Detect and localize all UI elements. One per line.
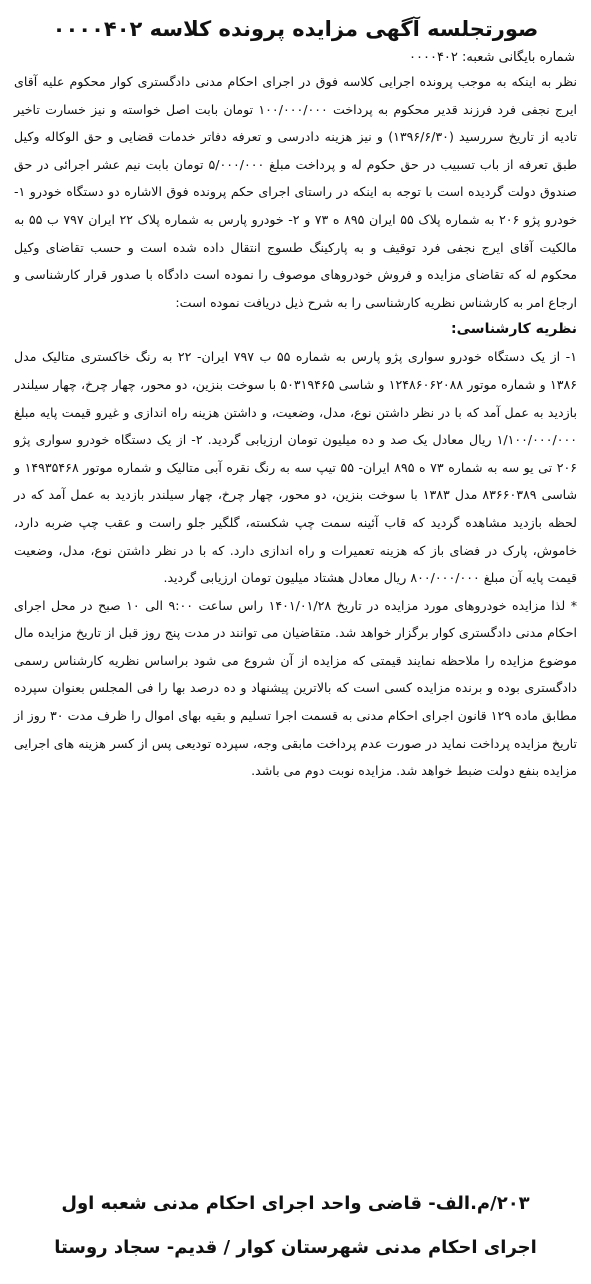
auction-terms-paragraph: * لذا مزایده خودروهای مورد مزایده در تاریخ ۱۴۰۱/۰۱/۲۸ راس ساعت ۹:۰۰ الی ۱۰ صبح در محل اجرای احکام مدنی دادگستری کوار برگزار خواهد شد. متقاضیان می توانند در مدت پنج روز قبل از تاریخ مزایده مال موضوع مزایده را ملاحظه نمایند قیمتی که مزایده از آن شروع می شود براساس نظریه کارشناس رسمی دادگستری بوده و برنده مزایده کسی است که بالاترین پیشنهاد و ده درصد بها را فی المجلس بعنوان سپرده مطابق ماده ۱۲۹ قانون اجرای احکام مدنی به قسمت اجرا تسلیم و بقیه بهای اموال را ظرف مدت ۳۰ روز از تاریخ مزایده پرداخت نماید در صورت عدم پرداخت مابقی وجه، سپرده تودیعی پس از کسر هزینه های اجرایی مزایده بنفع دولت ضبط خواهد شد. مزایده نوبت دوم می باشد. xyxy=(14,597,578,779)
expert-opinion-heading: نظریه کارشناسی: xyxy=(451,321,577,338)
signature-line-office: اجرای احکام مدنی شهرستان کوار / قدیم- سجاد روستا xyxy=(54,1237,537,1258)
signature-line-judge: ۲۰۳/م.الف- قاضی واحد اجرای احکام مدنی شعبه اول xyxy=(61,1193,530,1214)
signature-block xyxy=(12,1182,579,1270)
archive-number: شماره بایگانی شعبه: ۰۰۰۰۴۰۲ xyxy=(409,50,575,65)
expert-opinion-paragraph: ۱- از یک دستگاه خودرو سواری پژو پارس به شماره ۵۵ ب ۷۹۷ ایران- ۲۲ به رنگ خاکستری متالیک مدل ۱۳۸۶ و شماره موتور ۱۲۴۸۶۰۶۲۰۸۸ و شاسی ۵۰۳۱۹۴۶۵ با سوخت بنزین، دو محور، چهار چرخ، چهار سیلندر بازدید به عمل آمد که با در نظر داشتن نوع، مدل، وضعیت، و داشتن هزینه راه اندازی و غیرو قیمت پایه مبلغ ۱/۱۰۰/۰۰۰/۰۰۰ ریال معادل یک صد و ده میلیون تومان ارزیابی گردید. ۲- از یک دستگاه خودرو سواری پژو ۲۰۶ تی یو سه به شماره ۷۳ ه ۸۹۵ ایران- ۵۵ تیپ سه به رنگ نقره آبی متالیک و شماره موتور ۱۴۹۳۵۴۶۸ و شاسی ۸۳۶۶۰۳۸۹ مدل ۱۳۸۳ با سوخت بنزین، دو محور، چهار چرخ، چهار سیلندر بازدید به عمل آمد که در لحظه بازدید مشاهده گردید که قاب آئینه سمت چپ شکسته، گلگیر جلو راست و عقب چپ ضربه دارد، خاموش، پارک در فضای باز که هزینه تعمیرات و راه اندازی دارد. که با در نظر داشتن نوع، مدل، وضعیت قیمت پایه آن مبلغ ۸۰۰/۰۰۰/۰۰۰ ریال معادل هشتاد میلیون تومان ارزیابی گردید. xyxy=(14,349,578,586)
notice-title: صورتجلسه آگهی مزایده پرونده کلاسه ۰۰۰۰۴۰۲ xyxy=(52,17,539,41)
intro-paragraph: نظر به اینکه به موجب پرونده اجرایی کلاسه فوق در اجرای احکام مدنی دادگستری کوار محکوم علیه آقای ایرج نجفی فرد فرزند قدیر محکوم به پرداخت ۱۰۰/۰۰۰/۰۰۰ تومان بابت اصل خواسته و نیز خسارت تاخیر تادیه از تاریخ سررسید (۱۳۹۶/۶/۳۰) و نیز هزینه دادرسی و تعرفه دفاتر خدمات قضایی و حق الوکاله وکیل طبق تعرفه از باب تسبیب در حق حکوم له و پرداخت مبلغ ۵/۰۰۰/۰۰۰ تومان بابت نیم عشر اجرائی در حق صندوق دولت گردیده است با توجه به اینکه در راستای اجرای حکم پرونده فوق الاشاره دو دستگاه خودرو ۱- خودرو پژو ۲۰۶ به شماره پلاک ۵۵ ایران ۸۹۵ ه ۷۳ و ۲- خودرو پارس به شماره پلاک ۲۲ ایران ۷۹۷ ب ۵۵ به مالکیت آقای ایرج نجفی فرد توقیف و به پارکینگ طسوج انتقال داده شده است و حسب تقاضای وکیل محکوم له که تقاضای مزایده و فروش خودروهای موصوف را نموده است دادگاه با صدور قرار کارشناسی و ارجاع امر به کارشناس نظریه کارشناسی را به شرح ذیل دریافت نموده است: xyxy=(14,74,578,310)
